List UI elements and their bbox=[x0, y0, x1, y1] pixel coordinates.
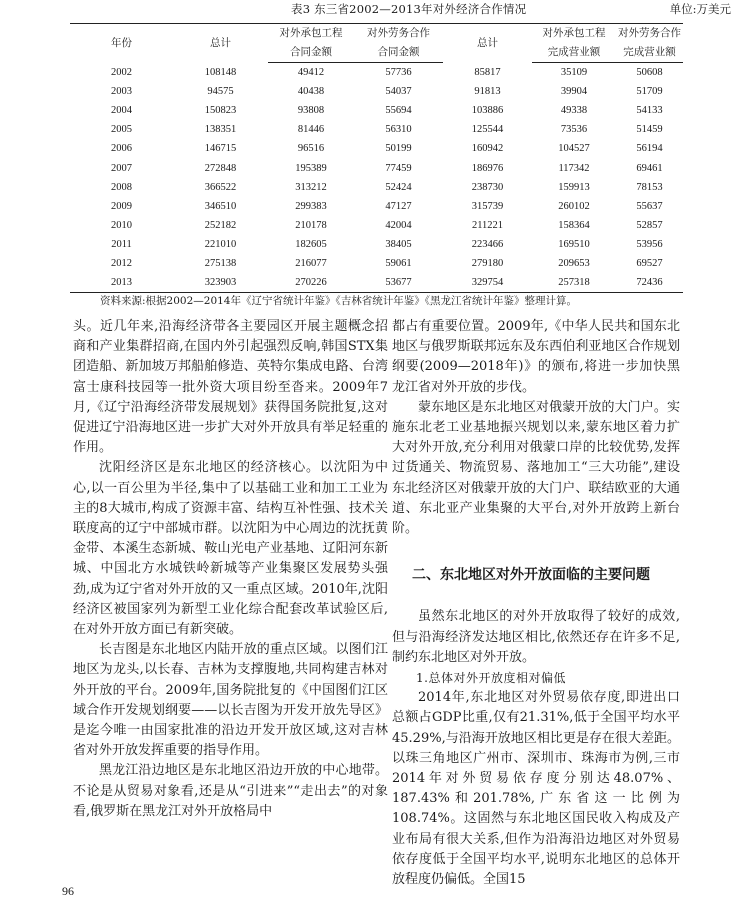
table-cell: 2013 bbox=[70, 273, 173, 293]
table-cell: 108148 bbox=[204, 66, 237, 78]
table-cell: 329754 bbox=[443, 273, 532, 293]
table-cell: 103886 bbox=[471, 105, 504, 117]
table-cell: 42004 bbox=[385, 219, 412, 231]
right-paragraph-1: 都占有重要位置。2009年,《中华人民共和国东北地区与俄罗斯联邦远东及东西伯利亚地区合作规划纲要(2009—2018年)》的颁布,将进一步加快黑龙江省对外开放的步伐。 bbox=[392, 319, 680, 395]
table-cell: 38405 bbox=[385, 238, 412, 250]
table-cell: 55694 bbox=[385, 105, 412, 117]
table-cell: 169510 bbox=[558, 238, 590, 250]
table-cell: 77459 bbox=[385, 162, 412, 174]
table-cell: 91813 bbox=[474, 86, 501, 98]
table-cell: 56310 bbox=[385, 124, 412, 136]
section-heading: 二、东北地区对外开放面临的主要问题 bbox=[412, 567, 650, 584]
table-cell: 158364 bbox=[558, 219, 590, 231]
page-number: 96 bbox=[62, 884, 74, 898]
table-row bbox=[70, 101, 683, 120]
table-cell: 216077 bbox=[295, 257, 327, 269]
table-cell: 85817 bbox=[474, 66, 501, 78]
left-column bbox=[73, 317, 388, 822]
table-cell: 2009 bbox=[111, 200, 132, 212]
table-cell: 35109 bbox=[560, 67, 588, 79]
subsection-heading: 1.总体对外开放度相对偏低 bbox=[416, 671, 566, 686]
table-cell: 40438 bbox=[297, 86, 325, 98]
table-cell: 346510 bbox=[204, 200, 237, 212]
table-cell: 2010 bbox=[111, 219, 132, 231]
table-cell: 54133 bbox=[636, 105, 663, 117]
table-cell: 186976 bbox=[471, 162, 504, 174]
table-cell: 49412 bbox=[297, 67, 325, 79]
table-row bbox=[70, 139, 683, 158]
header-contract-labor-1: 对外劳务合作 bbox=[354, 24, 443, 44]
source-note: 资料来源:根据2002—2014年《辽宁省统计年鉴》《吉林省统计年鉴》《黑龙江省统计年鉴》整理计算。 bbox=[100, 295, 577, 307]
header-turnover-labor-1: 对外劳务合作 bbox=[616, 24, 683, 44]
table-cell: 51709 bbox=[636, 86, 663, 98]
table-title: 表3 东三省2002—2013年对外经济合作情况 bbox=[291, 2, 527, 16]
table-cell: 69527 bbox=[636, 257, 663, 269]
table-cell: 93808 bbox=[297, 105, 325, 117]
left-paragraph-3: 长吉图是东北地区内陆开放的重点区域。以图们江地区为龙头,以长春、吉林为支撑腹地,共同构建吉林对外开放的平台。2009年,国务院批复的《中国图们江区域合作开发规划纲要——以长吉图为开发开放先导区》是迄今唯一由国家批准的沿边开发开放区域,这对吉林省对外开放发挥重要的指导作用。 bbox=[73, 642, 388, 759]
table-cell: 2002 bbox=[111, 66, 132, 78]
table-cell: 52857 bbox=[636, 219, 663, 231]
table-cell: 146715 bbox=[204, 143, 237, 155]
header-year: 年份 bbox=[70, 24, 173, 63]
left-paragraph-1: 头。近几年来,沿海经济带各主要园区开展主题概念招商和产业集群招商,在国内外引起强烈反响,韩国STX集团造船、新加坡万邦船舶修造、英特尔集成电路、台湾富士康科技园等一批外资大项目纷至沓来。2009年7月,《辽宁沿海经济带发展规划》获得国务院批复,这对促进辽宁沿海地区进一步扩大对外开放具有举足轻重的作用。 bbox=[73, 319, 388, 456]
table-cell: 2006 bbox=[111, 143, 132, 155]
table-cell: 210178 bbox=[295, 219, 327, 231]
table-cell: 2012 bbox=[111, 257, 132, 269]
table-cell: 81446 bbox=[297, 124, 325, 136]
table-row bbox=[70, 120, 683, 139]
table-cell: 209653 bbox=[558, 257, 590, 269]
table-cell: 52424 bbox=[385, 181, 412, 193]
table-cell: 47127 bbox=[385, 200, 412, 212]
table-cell: 221010 bbox=[204, 238, 237, 250]
table-cell: 195389 bbox=[295, 162, 327, 174]
table-cell: 275138 bbox=[204, 257, 237, 269]
table-cell: 49338 bbox=[560, 105, 588, 117]
table-caption bbox=[0, 1, 745, 17]
table-cell: 78153 bbox=[636, 181, 663, 193]
table-cell: 260102 bbox=[558, 200, 590, 212]
table-cell: 366522 bbox=[204, 181, 237, 193]
table-cell: 313212 bbox=[295, 181, 327, 193]
table-row bbox=[70, 216, 683, 235]
header-turnover-labor-2: 完成营业额 bbox=[616, 43, 683, 63]
header-turnover-engineering-2: 完成营业额 bbox=[532, 43, 616, 63]
table-body bbox=[70, 63, 683, 293]
right-paragraph-4: 2014年,东北地区对外贸易依存度,即进出口总额占GDP比重,仅有21.31%,低于全国平均水平45.29%,与沿海开放地区相比更是存在很大差距。以珠三角地区广州市、深圳市、珠海市为例,三市2014年对外贸易依存度分别达48.07%、187.43%和201.78%,广东省这一比例为108.74%。这固然与东北地区国民收入构成及产业布局有很大关系,但作为沿海沿边地区对外贸易依存度低于全国平均水平,说明东北地区的总体开放程度仍偏低。全国15 bbox=[392, 690, 680, 888]
table-cell: 2004 bbox=[111, 105, 132, 117]
table-cell: 315739 bbox=[471, 200, 504, 212]
table-cell: 138351 bbox=[204, 124, 237, 136]
table-cell: 257318 bbox=[532, 273, 616, 293]
table-cell: 160942 bbox=[471, 143, 504, 155]
table-row bbox=[70, 82, 683, 101]
table-cell: 50199 bbox=[385, 143, 412, 155]
table-unit: 单位:万美元 bbox=[669, 2, 731, 16]
table-cell: 2005 bbox=[111, 124, 132, 136]
table-cell: 211221 bbox=[471, 219, 504, 231]
table-cell: 55637 bbox=[636, 200, 663, 212]
table-cell: 51459 bbox=[636, 124, 663, 136]
table-cell: 69461 bbox=[636, 162, 663, 174]
table-cell: 50608 bbox=[636, 67, 663, 79]
table-cell: 223466 bbox=[471, 238, 504, 250]
table-cell: 2007 bbox=[111, 162, 132, 174]
right-paragraph-2: 蒙东地区是东北地区对俄蒙开放的大门户。实施东北老工业基地振兴规划以来,蒙东地区着力扩大对外开放,充分利用对俄蒙口岸的比较优势,发挥过货通关、物流贸易、落地加工“三大功能”,建设东北经济区对俄蒙开放的大门户、联结欧亚的大通道、东北亚产业集聚的大平台,对外开放跨上新台阶。 bbox=[392, 399, 680, 537]
header-turnover-total: 总计 bbox=[443, 24, 532, 63]
table-cell: 252182 bbox=[204, 219, 237, 231]
table-cell: 59061 bbox=[385, 257, 412, 269]
table-cell: 72436 bbox=[616, 273, 683, 293]
left-paragraph-2: 沈阳经济区是东北地区的经济核心。以沈阳为中心,以一百公里为半径,集中了以基础工业和加工工业为主的8大城市,构成了资源丰富、结构互补性强、技术关联度高的辽宁中部城市群。以沈阳为中心周边的沈抚黄金带、本溪生态新城、鞍山光电产业基地、辽阳河东新城、中国北方水城铁岭新城等产业集聚区发展势头强劲,成为辽宁省对外开放的又一重点区域。2010年,沈阳经济区被国家列为新型工业化综合配套改革试验区后,在对外开放方面已有新突破。 bbox=[73, 460, 388, 638]
table-cell: 53677 bbox=[354, 273, 443, 293]
header-turnover-engineering-1: 对外承包工程 bbox=[532, 24, 616, 44]
table-cell: 104527 bbox=[558, 143, 590, 155]
table-row bbox=[70, 158, 683, 177]
table-cell: 56194 bbox=[636, 143, 663, 155]
table-cell: 150823 bbox=[204, 105, 237, 117]
table-row bbox=[70, 254, 683, 273]
economic-cooperation-table bbox=[70, 23, 683, 293]
table-cell: 96516 bbox=[297, 143, 325, 155]
table-cell: 125544 bbox=[471, 124, 504, 136]
table-cell: 159913 bbox=[558, 181, 590, 193]
table-cell: 94575 bbox=[207, 86, 234, 98]
table-cell: 238730 bbox=[471, 181, 504, 193]
table-cell: 279180 bbox=[471, 257, 504, 269]
header-contract-engineering-2: 合同金额 bbox=[268, 43, 354, 63]
table-cell: 117342 bbox=[558, 162, 590, 174]
table-row bbox=[70, 63, 683, 83]
right-paragraph-3: 虽然东北地区的对外开放取得了较好的成效,但与沿海经济发达地区相比,依然还存在许多不足,制约东北地区对外开放。 bbox=[392, 609, 680, 665]
table-cell: 270226 bbox=[268, 273, 354, 293]
table-row bbox=[70, 273, 683, 293]
table-cell: 2003 bbox=[111, 86, 132, 98]
table-cell: 2008 bbox=[111, 181, 132, 193]
table-cell: 39904 bbox=[560, 86, 588, 98]
left-paragraph-4: 黑龙江沿边地区是东北地区沿边开放的中心地带。不论是从贸易对象看,还是从“引进来”“走出去”的对象看,俄罗斯在黑龙江对外开放格局中 bbox=[73, 763, 388, 819]
table-cell: 299383 bbox=[295, 200, 327, 212]
table-row bbox=[70, 197, 683, 216]
table-cell: 182605 bbox=[295, 238, 327, 250]
header-contract-engineering-1: 对外承包工程 bbox=[268, 24, 354, 44]
table-row bbox=[70, 235, 683, 254]
table-cell: 2011 bbox=[111, 238, 132, 250]
table-cell: 54037 bbox=[385, 86, 412, 98]
table-cell: 73536 bbox=[560, 124, 588, 136]
header-contract-labor-2: 合同金额 bbox=[354, 43, 443, 63]
table-row bbox=[70, 178, 683, 197]
table-cell: 53956 bbox=[636, 238, 663, 250]
table-cell: 272848 bbox=[204, 162, 237, 174]
table-cell: 57736 bbox=[385, 67, 412, 79]
right-column bbox=[392, 317, 680, 890]
table-cell: 323903 bbox=[173, 273, 268, 293]
header-contract-total: 总计 bbox=[173, 24, 268, 63]
